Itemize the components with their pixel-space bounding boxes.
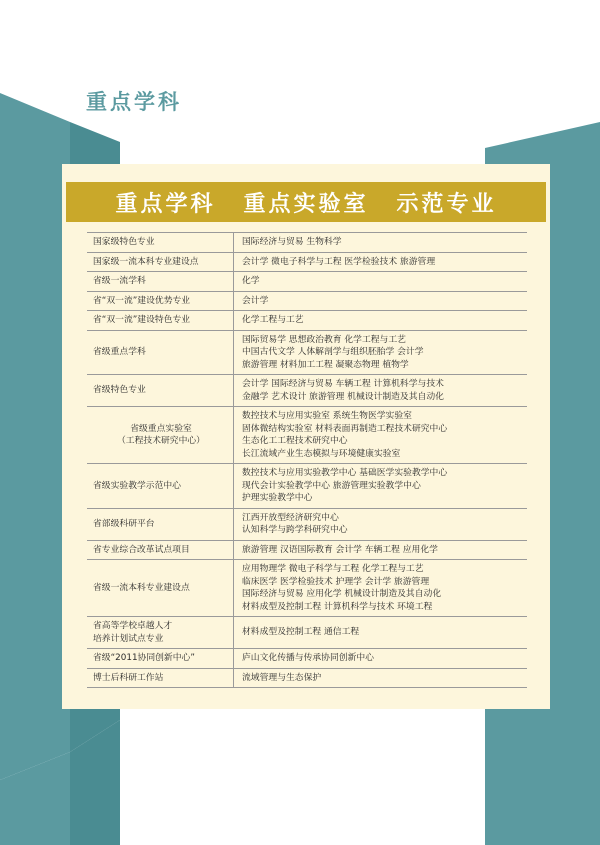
item-line: 会计学 国际经济与贸易 车辆工程 计算机科学与技术 <box>242 379 444 389</box>
row-items <box>234 649 528 669</box>
table-row <box>87 311 527 331</box>
row-items <box>234 540 528 560</box>
row-items <box>234 508 528 540</box>
item-line: 庐山文化传播与传承协同创新中心 <box>242 653 374 663</box>
item-line: 数控技术与应用实验室 系统生物医学实验室 <box>242 411 412 421</box>
banner-title-3: 示范专业 <box>396 190 497 217</box>
item-line: 流域管理与生态保护 <box>242 672 322 683</box>
row-category <box>87 311 234 331</box>
item-line: 化学工程与工艺 <box>242 315 304 325</box>
item-line: 国际贸易学 思想政治教育 化学工程与工艺 <box>242 334 406 345</box>
item-line: 旅游管理 材料加工工程 凝聚态物理 植物学 <box>242 359 409 370</box>
category-line: （工程技术研究中心） <box>117 436 205 446</box>
category-line: 博士后科研工作站 <box>93 672 164 683</box>
banner-title-1: 重点学科 <box>115 190 216 217</box>
item-line: 会计学 <box>242 295 269 306</box>
item-line: 旅游管理 汉语国际教育 会计学 车辆工程 应用化学 <box>242 544 438 555</box>
category-line: 国家级特色专业 <box>93 237 155 247</box>
row-items <box>234 464 528 509</box>
row-category <box>87 233 234 253</box>
table-row <box>87 464 527 509</box>
table-row <box>87 375 527 407</box>
row-category <box>87 330 234 375</box>
category-line: 省专业综合改革试点项目 <box>93 544 190 555</box>
category-line: 省级一流本科专业建设点 <box>93 582 190 593</box>
category-line: 省级重点学科 <box>93 347 146 357</box>
item-line: 数控技术与应用实验教学中心 基础医学实验教学中心 <box>242 468 448 478</box>
table-row <box>87 233 527 253</box>
category-line: 省级一流学科 <box>93 276 146 286</box>
item-line: 现代会计实验教学中心 旅游管理实验教学中心 <box>242 480 421 491</box>
item-line: 国际经济与贸易 生物科学 <box>242 237 342 247</box>
row-category <box>87 464 234 509</box>
row-category <box>87 508 234 540</box>
row-category <box>87 407 234 464</box>
item-line: 材料成型及控制工程 计算机科学与技术 环境工程 <box>242 601 433 612</box>
row-items <box>234 407 528 464</box>
category-line: 省级特色专业 <box>93 385 146 396</box>
category-line: 省“双一流”建设优势专业 <box>93 295 191 306</box>
item-line: 国际经济与贸易 应用化学 机械设计制造及其自动化 <box>242 589 442 599</box>
table-row <box>87 668 527 688</box>
title-banner <box>66 182 546 222</box>
row-items <box>234 291 528 311</box>
item-line: 中国古代文学 人体解剖学与组织胚胎学 会计学 <box>242 347 424 357</box>
table-row <box>87 291 527 311</box>
item-line: 固体微结构实验室 材料表面再制造工程技术研究中心 <box>242 423 448 434</box>
category-line: 省“双一流”建设特色专业 <box>93 315 191 325</box>
item-line: 金融学 艺术设计 旅游管理 机械设计制造及其自动化 <box>242 391 444 402</box>
item-line: 护理实验教学中心 <box>242 493 313 503</box>
row-category <box>87 649 234 669</box>
item-line: 应用物理学 微电子科学与工程 化学工程与工艺 <box>242 564 424 574</box>
row-items <box>234 252 528 272</box>
row-category <box>87 291 234 311</box>
item-line: 江西开放型经济研究中心 <box>242 512 339 523</box>
row-items <box>234 668 528 688</box>
table-row <box>87 330 527 375</box>
row-category <box>87 375 234 407</box>
row-items <box>234 272 528 292</box>
table-row <box>87 540 527 560</box>
row-category <box>87 668 234 688</box>
category-line: 省部级科研平台 <box>93 518 155 529</box>
table-row <box>87 508 527 540</box>
category-line: 省级“2011协同创新中心” <box>93 653 195 663</box>
item-line: 临床医学 医学检验技术 护理学 会计学 旅游管理 <box>242 576 430 587</box>
table-row <box>87 252 527 272</box>
item-line: 生态化工工程技术研究中心 <box>242 436 348 446</box>
table-row <box>87 560 527 617</box>
table-row <box>87 617 527 649</box>
item-line: 认知科学与跨学科研究中心 <box>242 525 348 535</box>
row-category <box>87 540 234 560</box>
row-items <box>234 233 528 253</box>
banner-title-2: 重点实验室 <box>243 190 369 217</box>
page-title: 重点学科 <box>86 90 182 114</box>
category-line: 省级重点实验室 <box>130 423 192 434</box>
row-items <box>234 330 528 375</box>
item-line: 材料成型及控制工程 通信工程 <box>242 627 360 638</box>
row-category <box>87 560 234 617</box>
category-line: 省高等学校卓越人才 <box>93 621 173 631</box>
row-items <box>234 617 528 649</box>
item-line: 长江流域产业生态模拟与环境健康实验室 <box>242 448 401 459</box>
item-line: 化学 <box>242 276 260 286</box>
category-line: 省级实验教学示范中心 <box>93 480 181 491</box>
category-line: 国家级一流本科专业建设点 <box>93 256 199 267</box>
row-category <box>87 272 234 292</box>
category-line: 培养计划试点专业 <box>93 633 164 644</box>
row-items <box>234 311 528 331</box>
disciplines-table <box>87 232 527 688</box>
table-row <box>87 272 527 292</box>
row-items <box>234 375 528 407</box>
table-row <box>87 649 527 669</box>
content-panel <box>62 164 550 709</box>
row-category <box>87 252 234 272</box>
row-category <box>87 617 234 649</box>
table-row <box>87 407 527 464</box>
item-line: 会计学 微电子科学与工程 医学检验技术 旅游管理 <box>242 256 436 267</box>
row-items <box>234 560 528 617</box>
